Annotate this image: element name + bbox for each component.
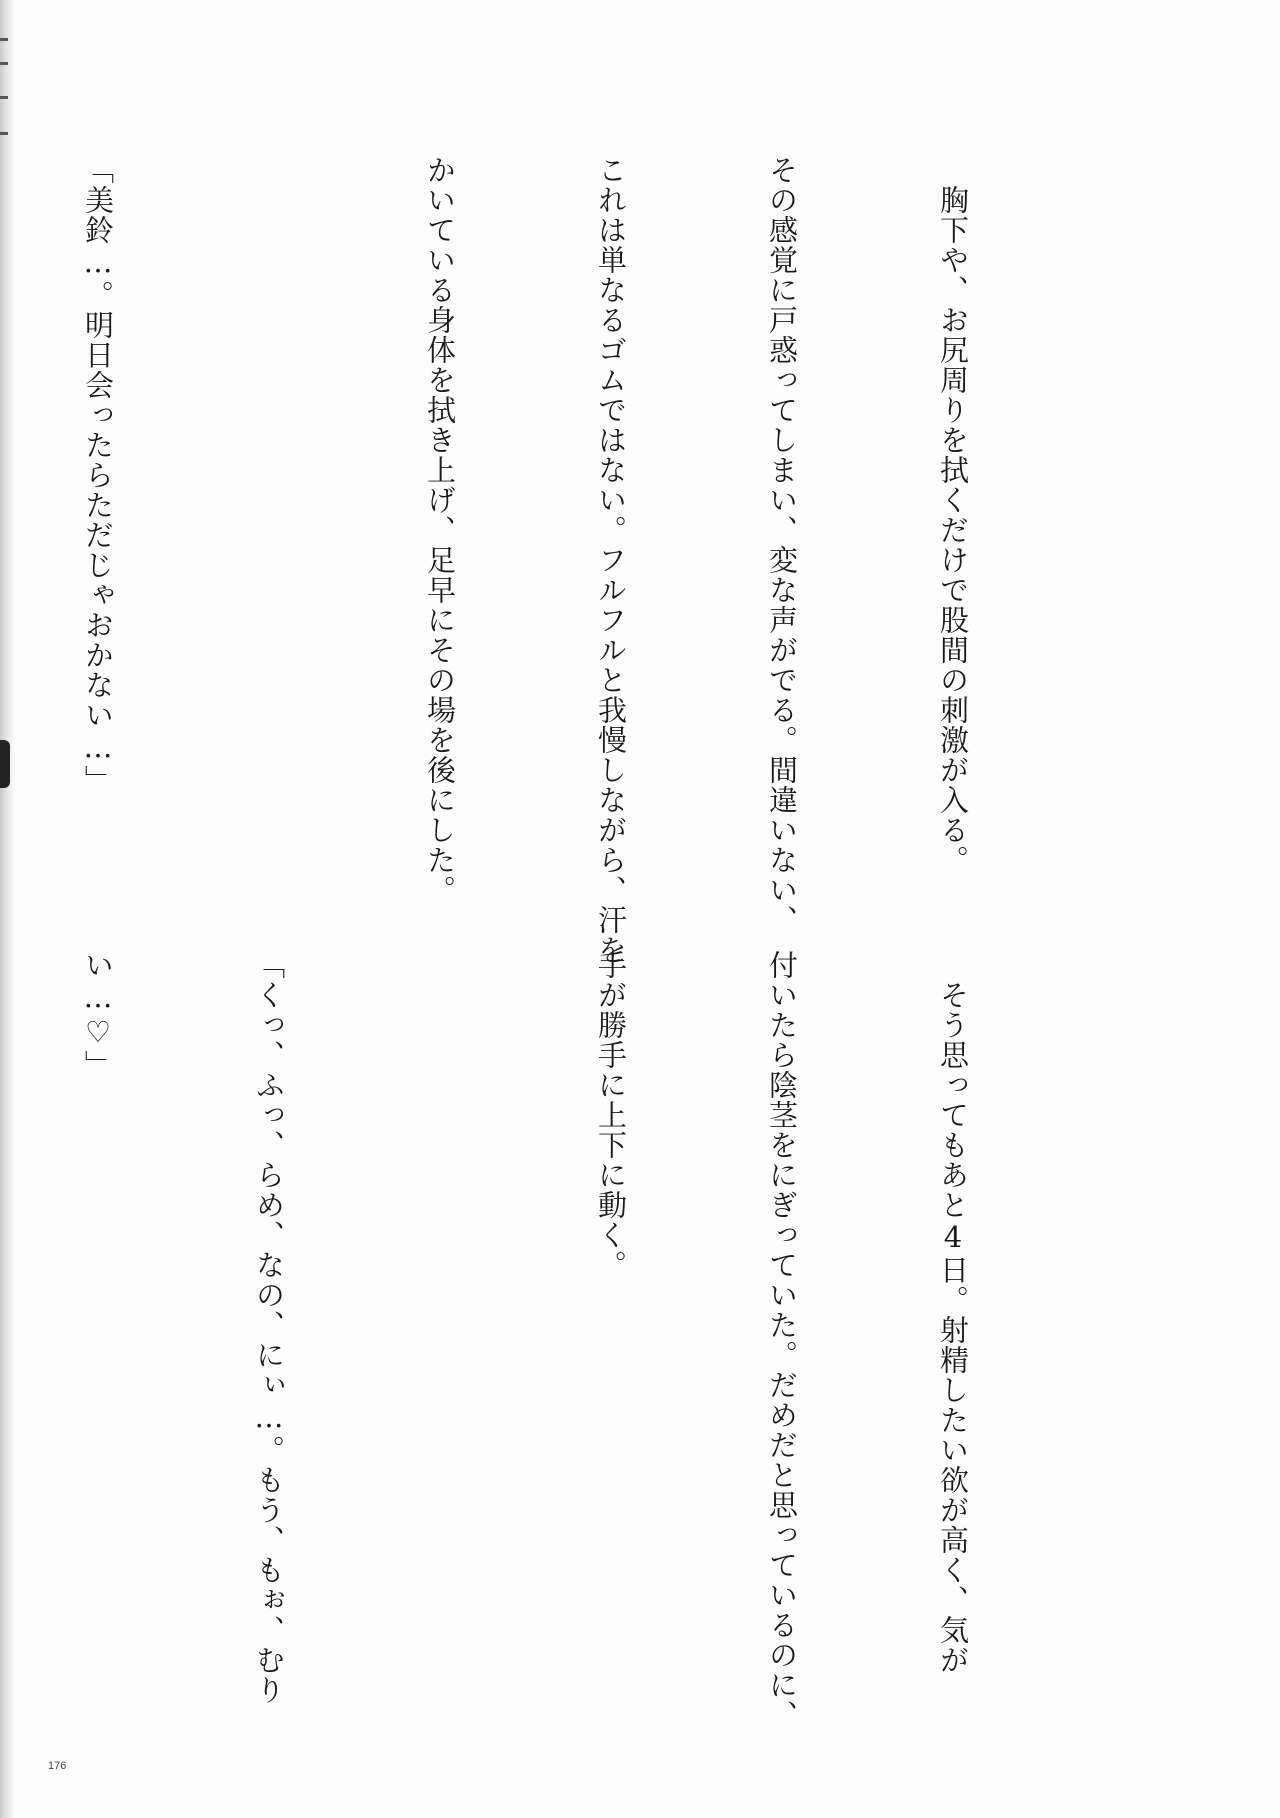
text-block-top bbox=[0, 155, 1095, 965]
page-number: 176 bbox=[48, 1760, 67, 1772]
text-line: その感覚に戸惑ってしまい、変な声がでる。間違いない、 bbox=[765, 155, 799, 935]
text-line bbox=[411, 950, 468, 1510]
text-line: 「くっ、ふっ、らめ、なの、にぃ…。もう、もぉ、むり bbox=[252, 950, 286, 1705]
scan-edge-mark bbox=[0, 132, 8, 135]
text-line bbox=[240, 155, 297, 875]
text-line: そう思ってもあと4日。射精したい欲が高く、気が bbox=[936, 950, 970, 1675]
scan-edge-mark bbox=[0, 38, 8, 41]
scan-edge-mark bbox=[0, 96, 8, 99]
text-line: 「美鈴…。明日会ったらただじゃおかない…」 bbox=[81, 155, 115, 795]
text-line: 付いたら陰茎をにぎっていた。だめだと思っているのに、 bbox=[765, 950, 799, 1730]
text-block-bottom bbox=[0, 950, 1095, 1730]
text-line: かいている身体を拭き上げ、足早にその場を後にした。 bbox=[423, 155, 457, 905]
scan-edge-mark bbox=[0, 62, 8, 65]
text-line: 胸下や、お尻周りを拭くだけで股間の刺激が入る。 bbox=[936, 155, 970, 875]
text-line: これは単なるゴムではない。フルフルと我慢しながら、汗を bbox=[594, 155, 628, 965]
text-line: い…♡」 bbox=[81, 950, 115, 1080]
text-line: 手が勝手に上下に動く。 bbox=[594, 950, 628, 1280]
